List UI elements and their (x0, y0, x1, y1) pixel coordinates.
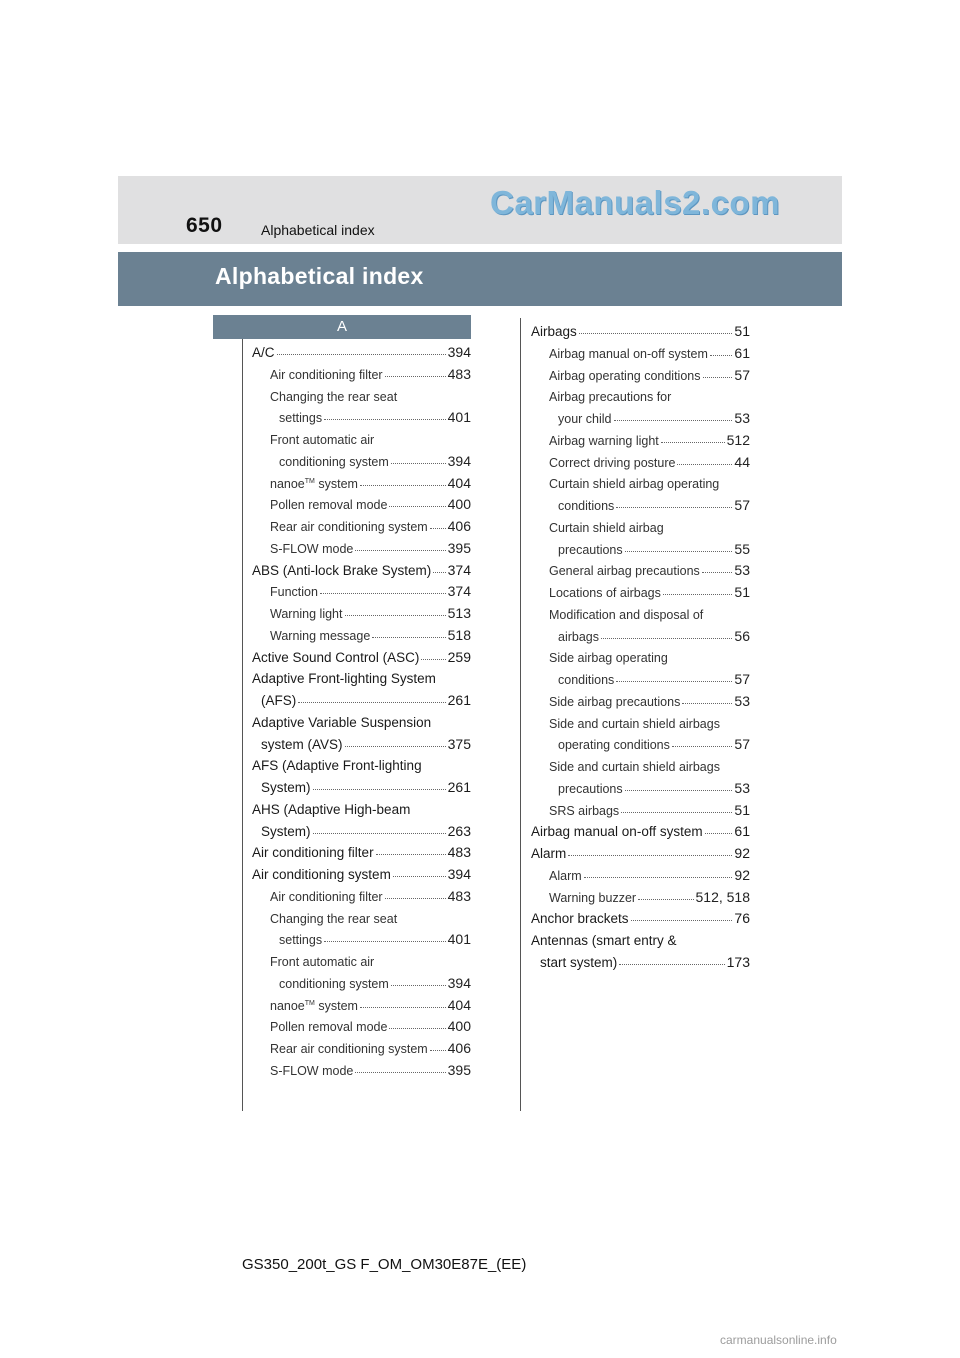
index-entry-line (270, 1034, 471, 1056)
index-entry-line (531, 926, 750, 948)
dot-leader (298, 702, 445, 703)
index-entry-line (549, 643, 750, 665)
running-title: Alphabetical index (261, 222, 375, 238)
index-entry-line (270, 534, 471, 556)
dot-leader (682, 703, 732, 704)
index-term: conditions (558, 673, 615, 687)
index-term: AHS (Adaptive High-beam (252, 802, 411, 817)
index-term: your child (558, 412, 612, 426)
index-letter-header: A (213, 315, 471, 339)
index-term: System) (261, 824, 311, 839)
dot-leader (661, 442, 725, 443)
index-entry-line (549, 796, 750, 818)
dot-leader (702, 572, 733, 573)
index-entry-line (549, 448, 750, 470)
index-entry-line (549, 709, 750, 731)
index-term: Side and curtain shield airbags (549, 760, 720, 774)
page-reference[interactable]: 61 (734, 823, 750, 839)
index-entry-line (279, 403, 471, 425)
dot-leader (625, 790, 733, 791)
page-reference[interactable]: 394 (447, 975, 471, 991)
index-term: conditioning system (279, 977, 389, 991)
index-term: Airbags (531, 324, 577, 339)
index-term: Rear air conditioning system (270, 1042, 428, 1056)
page-reference[interactable]: 261 (447, 779, 471, 795)
index-term: Anchor brackets (531, 911, 629, 926)
index-entry-line (270, 599, 471, 621)
index-entry-line (252, 860, 471, 882)
index-entry-line (261, 730, 471, 752)
index-term: Air conditioning filter (252, 845, 374, 860)
page-reference[interactable]: 51 (734, 323, 750, 339)
index-entry-line (270, 360, 471, 382)
index-term: A/C (252, 345, 275, 360)
page-reference[interactable]: 53 (734, 410, 750, 426)
index-term: nanoe™ system (270, 999, 358, 1013)
index-term: Airbag manual on-off system (531, 824, 703, 839)
index-term: General airbag precautions (549, 564, 700, 578)
page-reference[interactable]: 76 (734, 910, 750, 926)
index-term: Active Sound Control (ASC) (252, 650, 420, 665)
index-term: Air conditioning filter (270, 890, 383, 904)
dot-leader (631, 920, 733, 921)
index-term: System) (261, 780, 311, 795)
dot-leader (355, 550, 445, 551)
dot-leader (621, 812, 732, 813)
dot-leader (385, 376, 446, 377)
dot-leader (619, 964, 724, 965)
page-reference[interactable]: 404 (447, 997, 471, 1013)
index-term: Changing the rear seat (270, 390, 398, 404)
left-column-rule (242, 339, 243, 1111)
dot-leader (391, 985, 446, 986)
index-term: airbags (558, 630, 599, 644)
index-term: Airbag warning light (549, 434, 659, 448)
page-reference[interactable]: 401 (447, 931, 471, 947)
dot-leader (705, 833, 733, 834)
page-reference[interactable]: 400 (447, 496, 471, 512)
dot-leader (616, 681, 732, 682)
index-entry-line (531, 317, 750, 339)
index-entry-line (270, 621, 471, 643)
index-term: precautions (558, 782, 623, 796)
page-reference[interactable]: 513 (447, 605, 471, 621)
page-reference[interactable]: 53 (734, 562, 750, 578)
index-term: start system) (540, 955, 618, 970)
index-entry-line (252, 838, 471, 860)
dot-leader (391, 463, 446, 464)
page-reference[interactable]: 57 (734, 736, 750, 752)
index-entry-line (279, 969, 471, 991)
dot-leader (277, 354, 446, 355)
page-reference[interactable]: 394 (447, 453, 471, 469)
dot-leader (345, 615, 446, 616)
page-reference[interactable]: 173 (726, 954, 750, 970)
index-entry-line (549, 556, 750, 578)
index-entry-line (540, 948, 750, 970)
index-entry-line (270, 382, 471, 404)
index-entry-line (270, 904, 471, 926)
dot-leader (614, 420, 733, 421)
index-term: Warning buzzer (549, 891, 637, 905)
index-entry-line (270, 1012, 471, 1034)
page-reference[interactable]: 57 (734, 497, 750, 513)
index-entry-line (261, 773, 471, 795)
index-entry-line (531, 839, 750, 861)
index-term: Side airbag precautions (549, 695, 681, 709)
index-entry-line (558, 665, 750, 687)
dot-leader (324, 941, 446, 942)
dot-leader (672, 746, 733, 747)
index-entry-line (549, 861, 750, 883)
page-reference[interactable]: 483 (447, 366, 471, 382)
dot-leader (568, 855, 732, 856)
dot-leader (584, 877, 733, 878)
dot-leader (421, 659, 445, 660)
index-term: Alarm (549, 869, 582, 883)
index-term: operating conditions (558, 738, 670, 752)
index-entry-line (270, 469, 471, 491)
index-entry-line (549, 513, 750, 535)
index-entry-line (558, 622, 750, 644)
index-term: settings (279, 933, 323, 947)
index-entry-line (549, 382, 750, 404)
page-reference[interactable]: 55 (734, 541, 750, 557)
dot-leader (601, 638, 732, 639)
index-entry-line (549, 361, 750, 383)
index-entry-line (252, 795, 471, 817)
page-reference[interactable]: 401 (447, 409, 471, 425)
index-entry-line (270, 425, 471, 447)
index-term: Curtain shield airbag operating (549, 477, 720, 491)
page-reference[interactable]: 375 (447, 736, 471, 752)
page-reference[interactable]: 406 (447, 1040, 471, 1056)
index-term: Changing the rear seat (270, 912, 398, 926)
index-term: Side airbag operating (549, 651, 668, 665)
index-entry-line (531, 904, 750, 926)
index-term: Function (270, 585, 318, 599)
page-reference[interactable]: 400 (447, 1018, 471, 1034)
page-reference[interactable]: 512 (726, 432, 750, 448)
index-term: (AFS) (261, 693, 297, 708)
index-entry-line (549, 687, 750, 709)
index-term: Warning message (270, 629, 371, 643)
index-term: Locations of airbags (549, 586, 661, 600)
dot-leader (710, 355, 733, 356)
dot-leader (385, 898, 446, 899)
index-entry-line (558, 491, 750, 513)
dot-leader (703, 377, 733, 378)
page-reference[interactable]: 394 (447, 866, 471, 882)
page-reference[interactable]: 263 (447, 823, 471, 839)
dot-leader (360, 485, 446, 486)
index-entry-line (270, 882, 471, 904)
index-term: Air conditioning filter (270, 368, 383, 382)
index-term: Modification and disposal of (549, 608, 704, 622)
dot-leader (430, 528, 446, 529)
index-entry-line (558, 535, 750, 557)
index-term: nanoe™ system (270, 477, 358, 491)
index-entry-line (558, 404, 750, 426)
index-entry-line (549, 883, 750, 905)
watermark-bottom[interactable]: carmanualsonline.info (720, 1333, 837, 1347)
index-term: Side and curtain shield airbags (549, 717, 720, 731)
page-reference[interactable]: 92 (734, 867, 750, 883)
dot-leader (616, 507, 732, 508)
dot-leader (430, 1050, 446, 1051)
page-reference[interactable]: 53 (734, 780, 750, 796)
dot-leader (360, 1007, 446, 1008)
page-reference[interactable]: 395 (447, 1062, 471, 1078)
index-entry-line (252, 643, 471, 665)
index-term: Pollen removal mode (270, 498, 388, 512)
index-term: AFS (Adaptive Front-lighting (252, 758, 422, 773)
index-entry-line (252, 556, 471, 578)
index-entry-line (279, 447, 471, 469)
watermark-logo-top[interactable]: CarManuals2.com (490, 184, 780, 221)
page-reference[interactable]: 57 (734, 367, 750, 383)
page-reference[interactable]: 374 (447, 562, 471, 578)
index-term: Adaptive Variable Suspension (252, 715, 432, 730)
dot-leader (579, 333, 733, 334)
index-entry-line (270, 577, 471, 599)
index-term: S-FLOW mode (270, 1064, 354, 1078)
index-term: Adaptive Front-lighting System (252, 671, 436, 686)
page-reference[interactable]: 404 (447, 475, 471, 491)
page-reference[interactable]: 259 (447, 649, 471, 665)
index-entry-line (558, 730, 750, 752)
index-entry-line (252, 708, 471, 730)
index-term: Airbag precautions for (549, 390, 672, 404)
page-reference[interactable]: 53 (734, 693, 750, 709)
index-entry-line (252, 751, 471, 773)
index-entry-line (549, 600, 750, 622)
index-entry-line (549, 426, 750, 448)
index-entry-line (549, 578, 750, 600)
page-reference[interactable]: 518 (447, 627, 471, 643)
page-reference[interactable]: 395 (447, 540, 471, 556)
section-title: Alphabetical index (215, 263, 424, 289)
index-term: Front automatic air (270, 433, 375, 447)
index-term: Airbag operating conditions (549, 369, 701, 383)
dot-leader (313, 789, 446, 790)
page-reference[interactable]: 56 (734, 628, 750, 644)
index-term: settings (279, 411, 323, 425)
page-reference[interactable]: 261 (447, 692, 471, 708)
page-reference[interactable]: 61 (734, 345, 750, 361)
dot-leader (389, 1028, 445, 1029)
index-entry-line (270, 1056, 471, 1078)
index-entry-line (270, 490, 471, 512)
page-reference[interactable]: 51 (734, 584, 750, 600)
index-entry-line (549, 752, 750, 774)
index-entry-line (531, 817, 750, 839)
dot-leader (663, 594, 733, 595)
dot-leader (433, 572, 445, 573)
index-entry-line (270, 512, 471, 534)
page-reference[interactable]: 374 (447, 583, 471, 599)
index-term: Pollen removal mode (270, 1020, 388, 1034)
index-entry-line (549, 469, 750, 491)
index-term: ABS (Anti-lock Brake System) (252, 563, 432, 578)
page-reference[interactable]: 394 (447, 344, 471, 360)
index-term: Antennas (smart entry & (531, 933, 677, 948)
page-reference[interactable]: 44 (734, 454, 750, 470)
index-term: Front automatic air (270, 955, 375, 969)
index-term: Correct driving posture (549, 456, 676, 470)
index-term: Airbag manual on-off system (549, 347, 708, 361)
index-entry-line (270, 947, 471, 969)
index-entry-line (270, 991, 471, 1013)
index-entry-line (558, 774, 750, 796)
index-term: Rear air conditioning system (270, 520, 428, 534)
index-term: SRS airbags (549, 804, 620, 818)
dot-leader (625, 551, 733, 552)
page-reference[interactable]: 512, 518 (695, 889, 750, 905)
dot-leader (372, 637, 445, 638)
index-entry-line (252, 664, 471, 686)
right-column-rule (520, 318, 521, 1111)
index-entry-line (261, 817, 471, 839)
dot-leader (320, 593, 446, 594)
dot-leader (355, 1072, 445, 1073)
index-term: Air conditioning system (252, 867, 391, 882)
manual-code: GS350_200t_GS F_OM_OM30E87E_(EE) (242, 1256, 527, 1273)
index-entry-line (549, 339, 750, 361)
page-reference[interactable]: 483 (447, 844, 471, 860)
page-reference[interactable]: 406 (447, 518, 471, 534)
index-term: conditions (558, 499, 615, 513)
dot-leader (393, 876, 446, 877)
dot-leader (677, 464, 732, 465)
index-term: Warning light (270, 607, 343, 621)
index-entry-line (279, 925, 471, 947)
dot-leader (638, 899, 693, 900)
dot-leader (313, 833, 446, 834)
dot-leader (376, 854, 446, 855)
page-number: 650 (186, 214, 223, 237)
index-entry-line (261, 686, 471, 708)
dot-leader (324, 419, 446, 420)
page-reference[interactable]: 92 (734, 845, 750, 861)
index-term: S-FLOW mode (270, 542, 354, 556)
index-term: system (AVS) (261, 737, 343, 752)
index-entry-line (252, 338, 471, 360)
dot-leader (389, 506, 445, 507)
dot-leader (345, 746, 446, 747)
index-term: Curtain shield airbag (549, 521, 664, 535)
index-term: precautions (558, 543, 623, 557)
page-reference[interactable]: 51 (734, 802, 750, 818)
index-term: conditioning system (279, 455, 389, 469)
page-reference[interactable]: 57 (734, 671, 750, 687)
index-term: Alarm (531, 846, 567, 861)
page-reference[interactable]: 483 (447, 888, 471, 904)
